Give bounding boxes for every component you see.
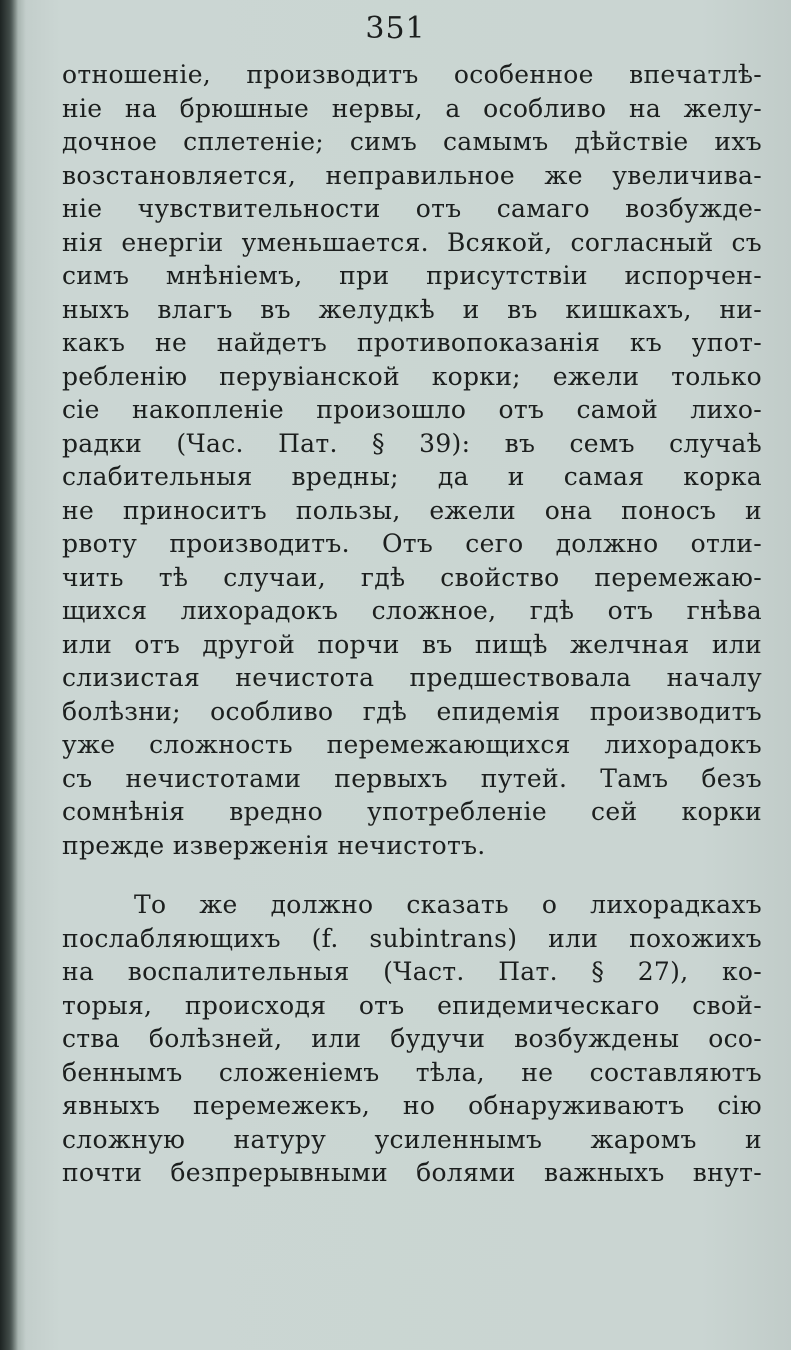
- text-line: щихся лихорадокъ сложное, гдѣ отъ гнѣва: [62, 596, 762, 625]
- paragraph-2: [62, 888, 762, 1190]
- text-line: на воспалительныя (Част. Пат. § 27), ко-: [62, 957, 762, 986]
- text-line: торыя, происходя отъ епидемическаго свой-: [62, 990, 762, 1020]
- text-line: почти безпрерывными болями важныхъ внут-: [62, 1158, 762, 1187]
- text-line: не приноситъ пользы, ежели она поносъ и: [62, 495, 762, 525]
- text-line: прежде изверженія нечистотъ.: [62, 830, 486, 860]
- text-line: симъ мнѣніемъ, при присутствіи испорчен-: [62, 261, 762, 290]
- text-line: послабляющихъ (f. subintrans) или похожихъ: [62, 923, 762, 953]
- text-line: сомнѣнія вредно употребленіе сей корки: [62, 797, 762, 826]
- page-number: 351: [365, 11, 426, 46]
- text-line: рвоту производитъ. Отъ сего должно отли-: [62, 529, 762, 558]
- page-fold-shadow: [0, 0, 18, 1350]
- text-line: слизистая нечистота предшествовала началу: [62, 663, 762, 692]
- text-line: То же должно сказать о лихорадкахъ: [134, 890, 762, 919]
- text-line: ніе чувствительности отъ самаго возбужде-: [62, 194, 762, 223]
- text-line: болѣзни; особливо гдѣ епидемія производитъ: [62, 696, 762, 726]
- text-line: возстановляется, неправильное же увеличива-: [62, 160, 762, 190]
- text-line: ніе на брюшные нервы, а особливо на желу-: [62, 93, 762, 123]
- paragraph-1: [62, 58, 762, 862]
- text-line: нія енергіи уменьшается. Всякой, согласный съ: [62, 227, 762, 257]
- text-line: сложную натуру усиленнымъ жаромъ и: [62, 1124, 762, 1154]
- text-line: какъ не найдетъ противопоказанія къ упот-: [62, 328, 762, 357]
- text-line: дочное сплетеніе; симъ самымъ дѣйствіе ихъ: [62, 127, 762, 156]
- text-line: ребленію перувіанской корки; ежели только: [62, 361, 762, 391]
- text-line: отношеніе, производитъ особенное впечатлѣ-: [62, 60, 762, 89]
- text-line: беннымъ сложеніемъ тѣла, не составляютъ: [62, 1057, 762, 1087]
- text-line: явныхъ перемежекъ, но обнаруживаютъ сію: [62, 1091, 762, 1120]
- text-line: уже сложность перемежающихся лихорадокъ: [62, 730, 762, 759]
- text-line: сіе накопленіе произошло отъ самой лихо-: [62, 395, 762, 424]
- text-line: ства болѣзней, или будучи возбуждены осо-: [62, 1024, 762, 1053]
- text-line: или отъ другой порчи въ пищѣ желчная или: [62, 629, 762, 659]
- text-line: съ нечистотами первыхъ путей. Тамъ безъ: [62, 763, 762, 793]
- text-line: слабительныя вредны; да и самая корка: [62, 462, 762, 491]
- text-line: чить тѣ случаи, гдѣ свойство перемежаю-: [62, 562, 762, 592]
- text-line: ныхъ влагъ въ желудкѣ и въ кишкахъ, ни-: [62, 294, 762, 324]
- text-line: радки (Час. Пат. § 39): въ семъ случаѣ: [62, 428, 762, 458]
